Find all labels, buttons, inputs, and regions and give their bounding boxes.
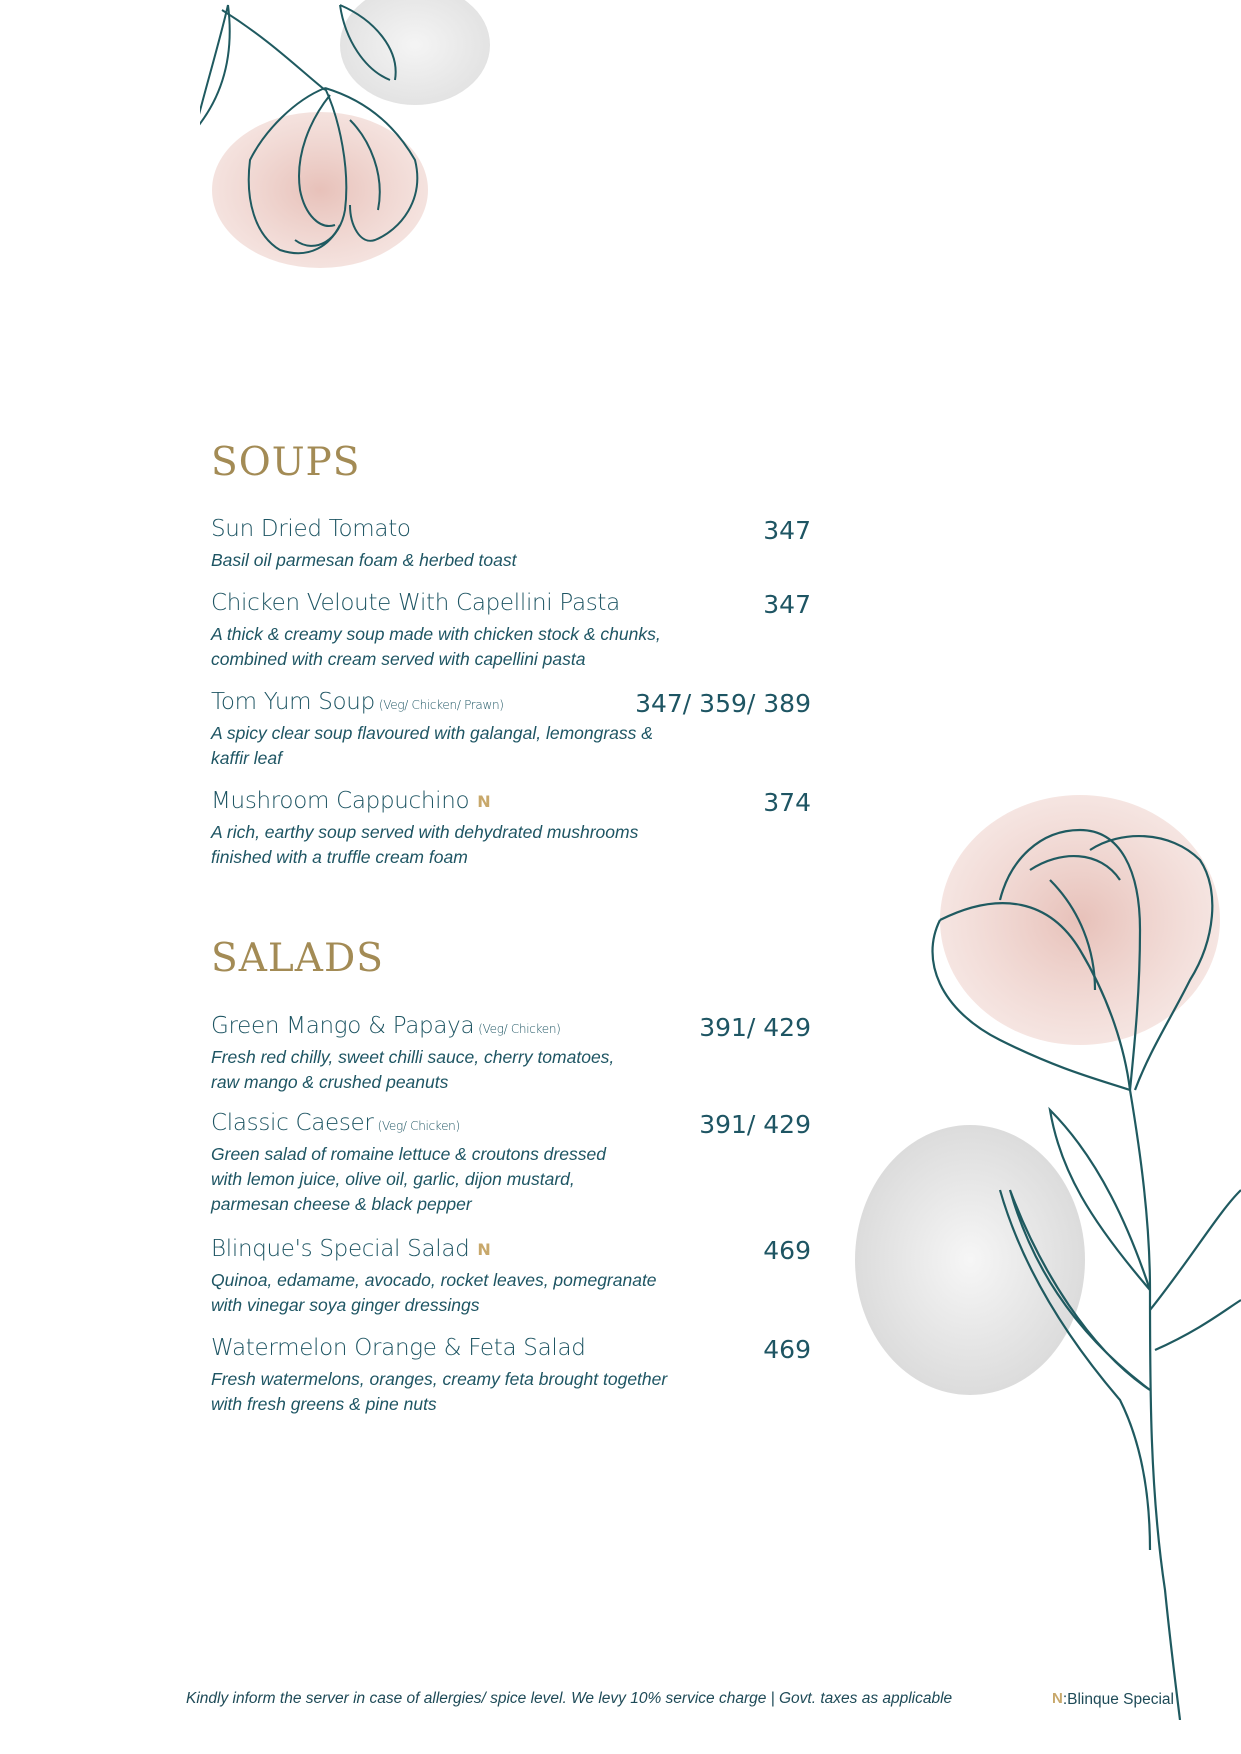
- item-name: Classic Caeser (Veg/ Chicken): [211, 1110, 460, 1136]
- item-price: 374: [763, 788, 811, 817]
- item-description: Basil oil parmesan foam & herbed toast: [211, 550, 517, 570]
- menu-item: [211, 788, 811, 870]
- item-price: 347/ 359/ 389: [635, 689, 811, 718]
- item-description: A spicy clear soup flavoured with galangal, lemongrass & kaffir leaf: [211, 723, 653, 768]
- item-description: Fresh red chilly, sweet chilli sauce, cherry tomatoes, raw mango & crushed peanuts: [211, 1047, 615, 1092]
- item-name: Watermelon Orange & Feta Salad: [211, 1335, 586, 1361]
- item-price: 391/ 429: [699, 1110, 811, 1139]
- item-name: Tom Yum Soup (Veg/ Chicken/ Prawn): [211, 689, 504, 715]
- item-price: 469: [763, 1236, 811, 1265]
- menu-item: [211, 590, 811, 672]
- blinque-special-icon: N: [1052, 1690, 1063, 1707]
- item-variant: (Veg/ Chicken): [377, 1119, 460, 1133]
- menu-item: [211, 689, 811, 771]
- item-price: 469: [763, 1335, 811, 1364]
- item-name: Mushroom Cappuchino N: [211, 788, 491, 814]
- item-description: A rich, earthy soup served with dehydrated mushrooms finished with a truffle cream foam: [211, 822, 639, 867]
- legend-label: :Blinque Special: [1062, 1691, 1175, 1708]
- menu-item: [211, 1236, 811, 1318]
- item-price: 347: [763, 590, 811, 619]
- item-price: 391/ 429: [699, 1013, 811, 1042]
- item-description: Quinoa, edamame, avocado, rocket leaves, pomegranate with vinegar soya ginger dressings: [211, 1270, 657, 1315]
- menu-item: [211, 1110, 811, 1217]
- item-description: Green salad of romaine lettuce & croutons dressed with lemon juice, olive oil, garlic, dijon mustard, parmesan cheese & black pepper: [211, 1144, 606, 1214]
- item-description: Fresh watermelons, oranges, creamy feta brought together with fresh greens & pine nuts: [211, 1369, 668, 1414]
- menu-item: [211, 516, 811, 573]
- floral-decoration-top-icon: [200, 0, 500, 270]
- blinque-special-icon: N: [477, 1240, 491, 1259]
- item-price: 347: [763, 516, 811, 545]
- floral-decoration-right-icon: [850, 790, 1241, 1720]
- item-name: Chicken Veloute With Capellini Pasta: [211, 590, 620, 616]
- section-title-soups: SOUPS: [211, 440, 361, 485]
- section-title-salads: SALADS: [211, 936, 384, 981]
- item-name: Blinque's Special Salad N: [211, 1236, 491, 1262]
- item-variant: (Veg/ Chicken/ Prawn): [378, 698, 504, 712]
- item-name: Sun Dried Tomato: [211, 516, 411, 542]
- item-name: Green Mango & Papaya (Veg/ Chicken): [211, 1013, 561, 1039]
- blinque-special-icon: N: [477, 792, 491, 811]
- menu-item: [211, 1013, 811, 1095]
- special-legend: [1052, 1690, 1174, 1709]
- footer-note: Kindly inform the server in case of allergies/ spice level. We levy 10% service charge | Govt. taxes as applicable: [186, 1690, 953, 1707]
- item-variant: (Veg/ Chicken): [478, 1022, 561, 1036]
- item-description: A thick & creamy soup made with chicken stock & chunks, combined with cream served with capellini pasta: [211, 624, 661, 669]
- menu-item: [211, 1335, 811, 1417]
